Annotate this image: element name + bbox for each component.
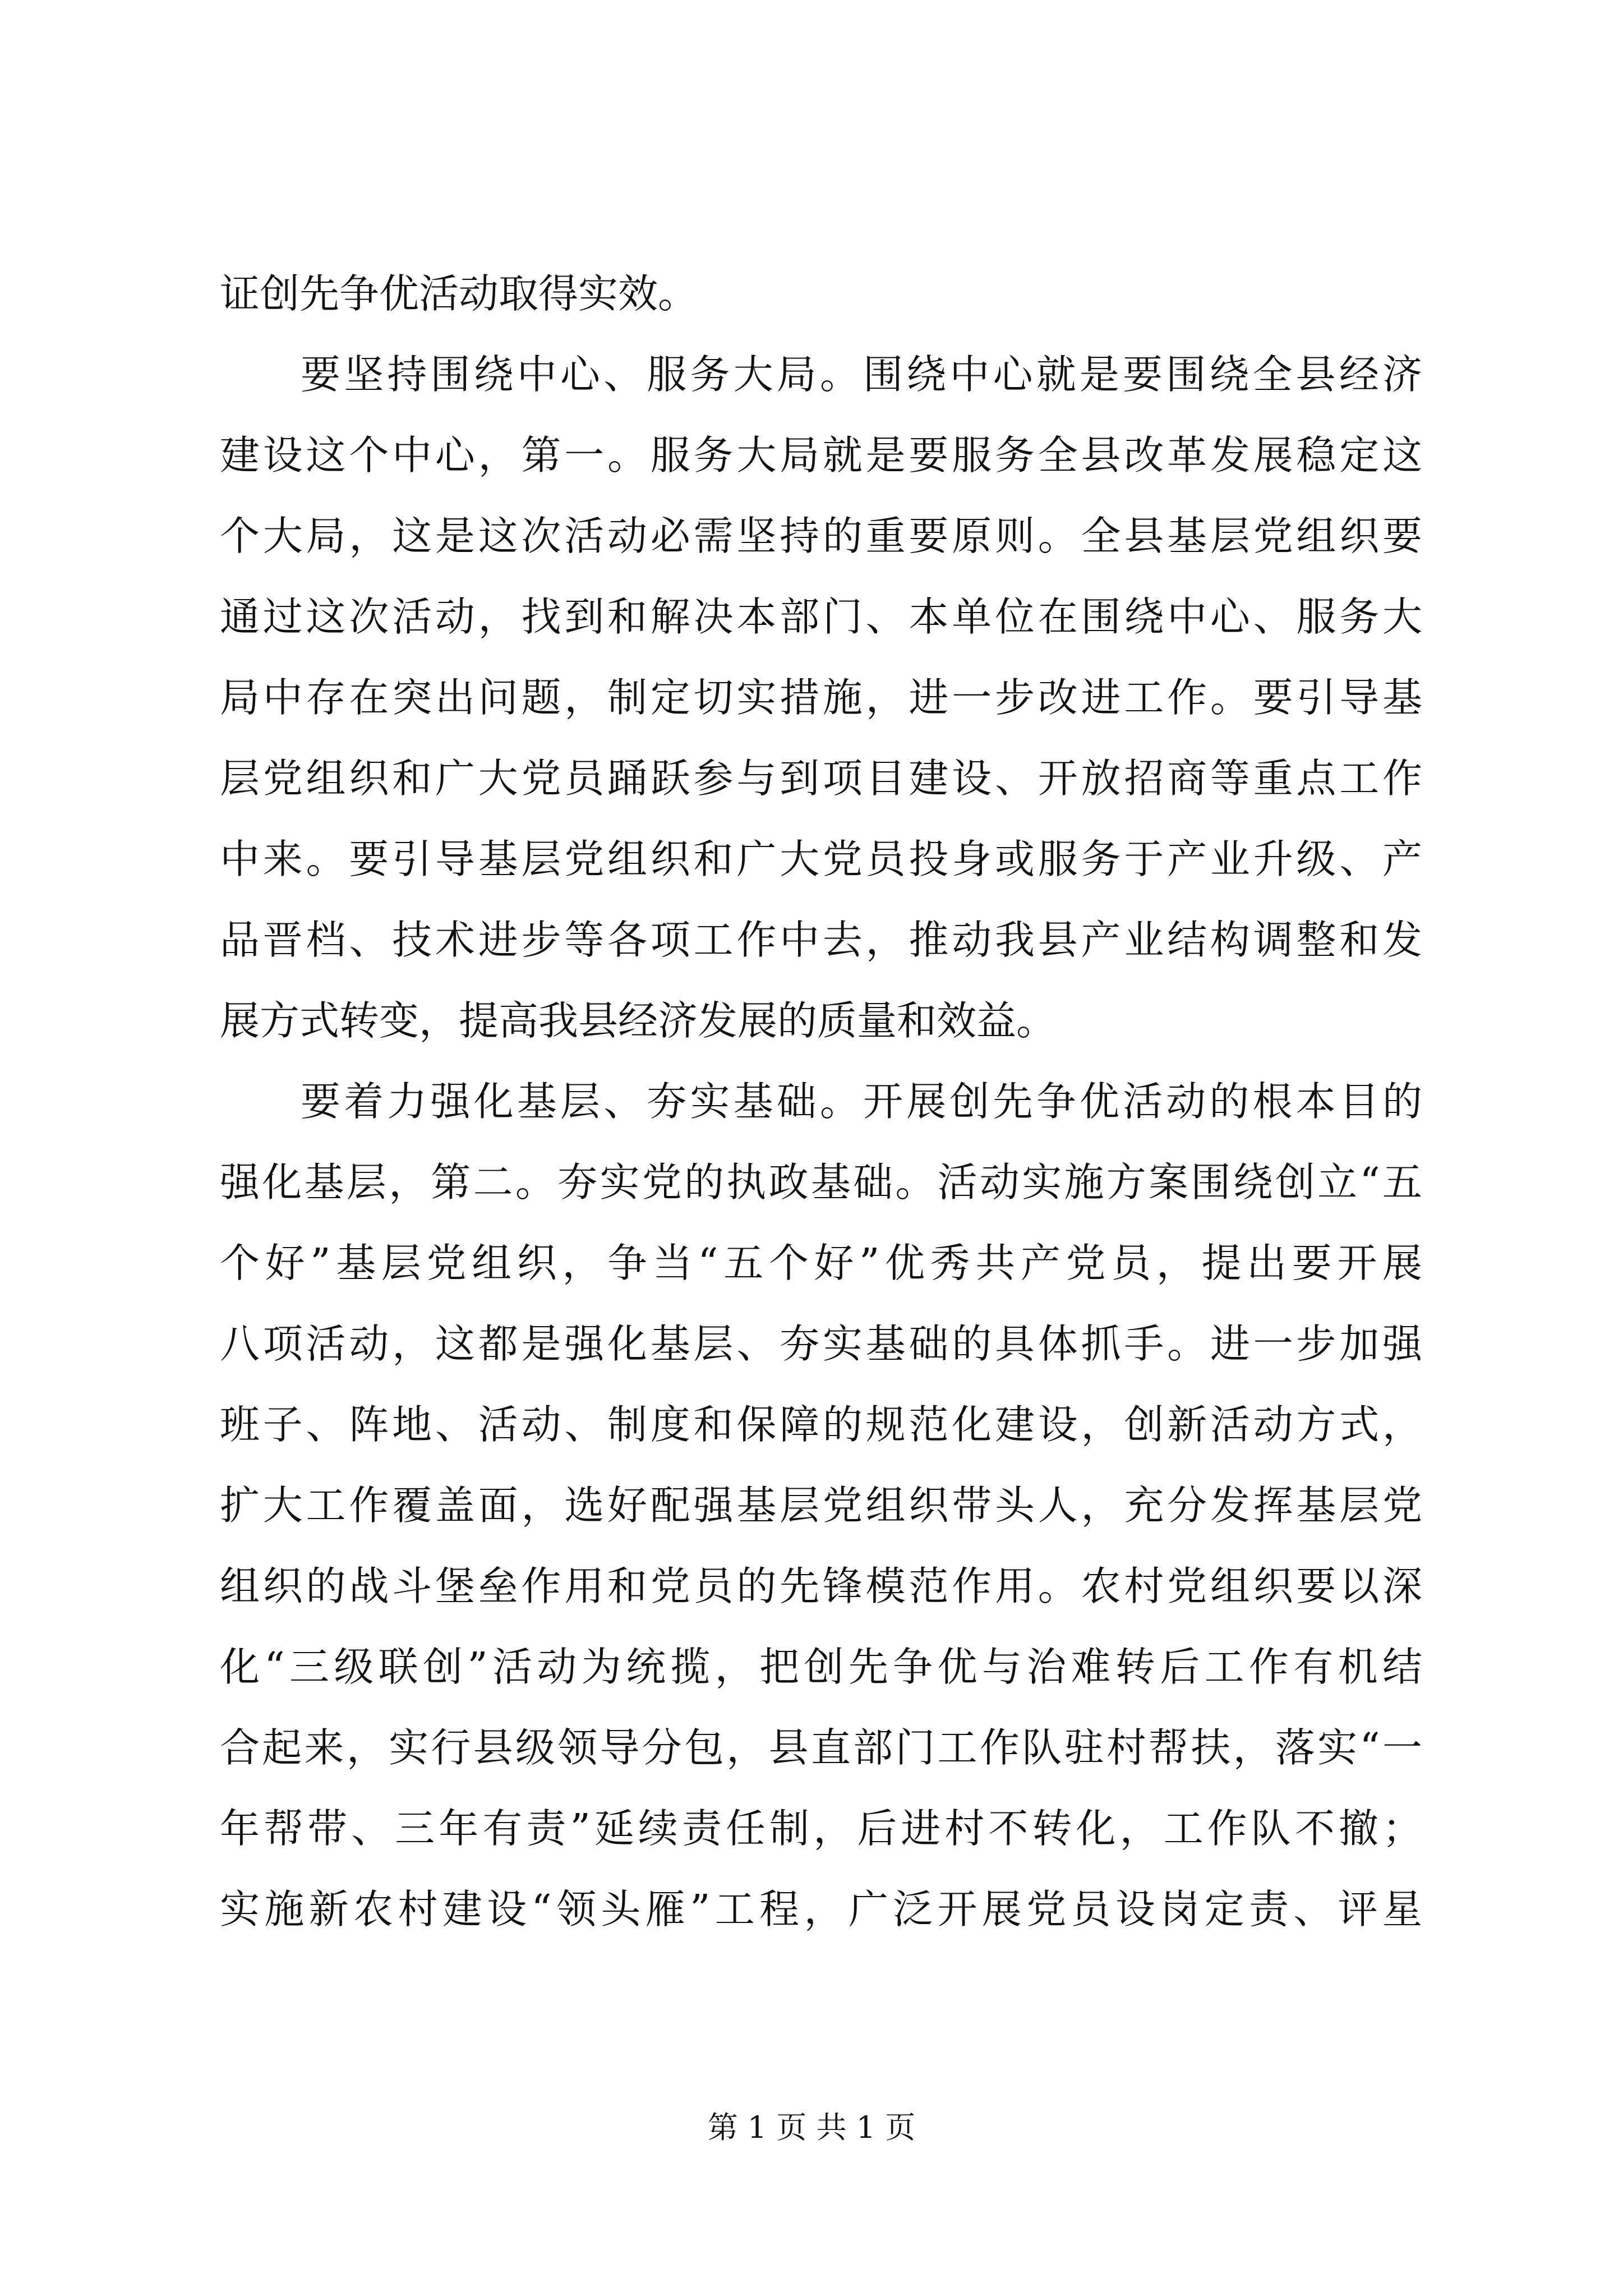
paragraph-line: 实施新农村建设“领头雁”工程，广泛开展党员设岗定责、评星: [220, 1886, 1422, 1932]
paragraph-line: 要着力强化基层、夯实基础。开展创先争优活动的根本目的: [301, 1078, 1422, 1125]
paragraph-line: 扩大工作覆盖面，选好配强基层党组织带头人，充分发挥基层党: [220, 1482, 1422, 1529]
paragraph-line: 层党组织和广大党员踊跃参与到项目建设、开放招商等重点工作: [220, 755, 1422, 802]
page-footer: [0, 2108, 1623, 2147]
paragraph-line: 班子、阵地、活动、制度和保障的规范化建设，创新活动方式，: [220, 1401, 1422, 1448]
paragraph-line: 合起来，实行县级领导分包，县直部门工作队驻村帮扶，落实“一: [220, 1724, 1422, 1771]
paragraph-line: 八项活动，这都是强化基层、夯实基础的具体抓手。进一步加强: [220, 1320, 1422, 1367]
paragraph-line: 局中存在突出问题，制定切实措施，进一步改进工作。要引导基: [220, 674, 1422, 721]
paragraph-line: 个大局，这是这次活动必需坚持的重要原则。全县基层党组织要: [220, 513, 1422, 559]
paragraph-line: 品晋档、技术进步等各项工作中去，推动我县产业结构调整和发: [220, 917, 1422, 963]
paragraph-line: 通过这次活动，找到和解决本部门、本单位在围绕中心、服务大: [220, 593, 1422, 640]
paragraph-line: 展方式转变，提高我县经济发展的质量和效益。: [220, 997, 1057, 1044]
paragraph-line: 证创先争优活动取得实效。: [220, 270, 698, 317]
paragraph-line: 要坚持围绕中心、服务大局。围绕中心就是要围绕全县经济: [301, 351, 1422, 398]
paragraph-line: 化“三级联创”活动为统揽，把创先争优与治难转后工作有机结: [220, 1644, 1422, 1690]
document-body: [220, 254, 1422, 1950]
paragraph-line: 强化基层，第二。夯实党的执政基础。活动实施方案围绕创立“五: [220, 1159, 1422, 1205]
paragraph-line: 中来。要引导基层党组织和广大党员投身或服务于产业升级、产: [220, 836, 1422, 882]
paragraph-line: 年帮带、三年有责”延续责任制，后进村不转化，工作队不撤；: [220, 1805, 1422, 1852]
paragraph-line: 组织的战斗堡垒作用和党员的先锋模范作用。农村党组织要以深: [220, 1563, 1422, 1609]
paragraph-line: 个好”基层党组织，争当“五个好”优秀共产党员，提出要开展: [220, 1240, 1422, 1286]
paragraph-line: 建设这个中心，第一。服务大局就是要服务全县改革发展稳定这: [220, 432, 1422, 478]
page-number-label: 第 1 页 共 1 页: [707, 2110, 916, 2145]
